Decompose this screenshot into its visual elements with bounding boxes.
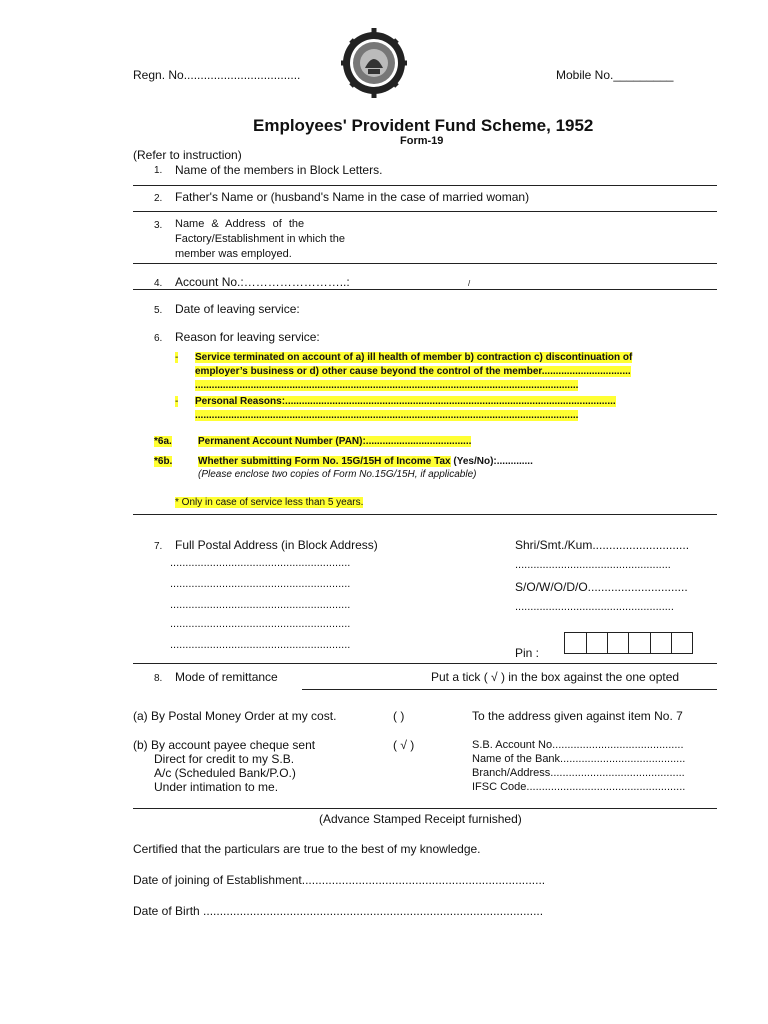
divider [302,689,717,690]
divider [133,289,717,290]
item-number: 6. [154,333,163,344]
item-reason-leaving: Reason for leaving service: [175,330,320,344]
account-separator: / [468,279,471,288]
name-line[interactable]: ................................................... [515,559,671,571]
reason-termination-line3: .......................................................................................................................................... [195,380,579,391]
address-line[interactable]: ........................................................... [170,557,351,569]
divider [133,263,717,264]
option-postal-money-order: (a) By Postal Money Order at my cost. [133,709,337,723]
option-cheque-line1: (b) By account payee cheque sent [133,738,316,752]
item-establishment-line1: Name & Address of the [175,218,305,230]
service-note: * Only in case of service less than 5 years. [175,497,364,508]
item-number: *6a. [154,436,172,447]
divider [133,211,717,212]
tick-instruction: Put a tick ( √ ) in the box against the one opted [431,670,680,684]
sb-account-field[interactable]: S.B. Account No........................................... [472,739,684,751]
divider [133,185,717,186]
form-15g-question: Whether submitting Form No. 15G/15H of Income Tax [198,456,451,467]
form-15g-note: (Please enclose two copies of Form No.15G/15H, if applicable) [198,469,477,480]
item-establishment-line2: Factory/Establishment in which the [175,233,345,245]
reason-personal-line2: .......................................................................................................................................... [195,410,579,421]
branch-address-field[interactable]: Branch/Address............................................ [472,767,685,779]
item-date-leaving: Date of leaving service: [175,302,300,316]
regn-no-field[interactable]: Regn. No................................... [133,68,301,82]
option-cheque-line3: A/c (Scheduled Bank/P.O.) [154,766,296,780]
item-mode-remittance: Mode of remittance [175,670,278,684]
item-account-no[interactable]: Account No.:……………………..: [175,275,350,289]
pin-code-boxes[interactable] [564,632,693,654]
epfo-seal-logo [341,28,407,98]
item-number: 4. [154,278,163,289]
reason-bullet: - [175,352,179,363]
reason-personal-line1: Personal Reasons:....................................................................................................................... [195,396,616,407]
relation-line[interactable]: .................................................... [515,601,674,613]
shri-smt-kum-field[interactable]: Shri/Smt./Kum............................. [515,538,690,552]
cheque-tick-box[interactable]: ( √ ) [393,738,415,752]
item-number: 3. [154,220,163,231]
item-postal-address: Full Postal Address (in Block Address) [175,538,378,552]
refer-instruction: (Refer to instruction) [133,148,242,162]
pin-label: Pin : [515,646,540,660]
form-15g-answer[interactable]: (Yes/No):............. [450,456,533,467]
reason-bullet: - [175,396,179,407]
receipt-note: (Advance Stamped Receipt furnished) [319,812,522,826]
address-line[interactable]: ........................................................... [170,578,351,590]
item-number: *6b. [154,456,173,467]
form-number: Form-19 [400,135,444,147]
item-form-15g [198,456,533,467]
item-number: 8. [154,673,163,684]
reason-termination-line1: Service terminated on account of a) ill health of member b) contraction c) discontinuation of [195,352,633,363]
bank-name-field[interactable]: Name of the Bank......................................... [472,753,686,765]
certification-statement: Certified that the particulars are true to the best of my knowledge. [133,842,481,856]
ifsc-code-field[interactable]: IFSC Code.................................................... [472,781,686,793]
divider [133,808,717,809]
item-number: 5. [154,305,163,316]
reason-termination-line2: employer’s business or d) other cause beyond the control of the member................................ [195,366,631,377]
item-fathers-name: Father's Name or (husband's Name in the case of married woman) [175,190,530,204]
date-of-birth-field[interactable]: Date of Birth ...................................................................................................... [133,904,544,918]
address-line[interactable]: ........................................................... [170,618,351,630]
item-number: 1. [154,165,163,176]
form-title: Employees' Provident Fund Scheme, 1952 [253,116,594,135]
item-members-name: Name of the members in Block Letters. [175,163,383,177]
divider [133,663,717,664]
postal-order-tick-box[interactable]: ( ) [393,709,405,723]
date-of-joining-field[interactable]: Date of joining of Establishment......................................................................... [133,873,546,887]
item-number: 2. [154,193,163,204]
address-line[interactable]: ........................................................... [170,639,351,651]
option-cheque-line2: Direct for credit to my S.B. [154,752,295,766]
postal-order-destination: To the address given against item No. 7 [472,709,683,723]
item-establishment-line3: member was employed. [175,248,292,260]
address-line[interactable]: ........................................................... [170,599,351,611]
item-number: 7. [154,541,163,552]
relation-field[interactable]: S/O/W/O/D/O.............................. [515,580,688,594]
mobile-no-field[interactable]: Mobile No._________ [556,68,674,82]
item-pan[interactable]: Permanent Account Number (PAN):...................................... [198,436,472,447]
option-cheque-line4: Under intimation to me. [154,780,279,794]
divider [133,514,717,515]
